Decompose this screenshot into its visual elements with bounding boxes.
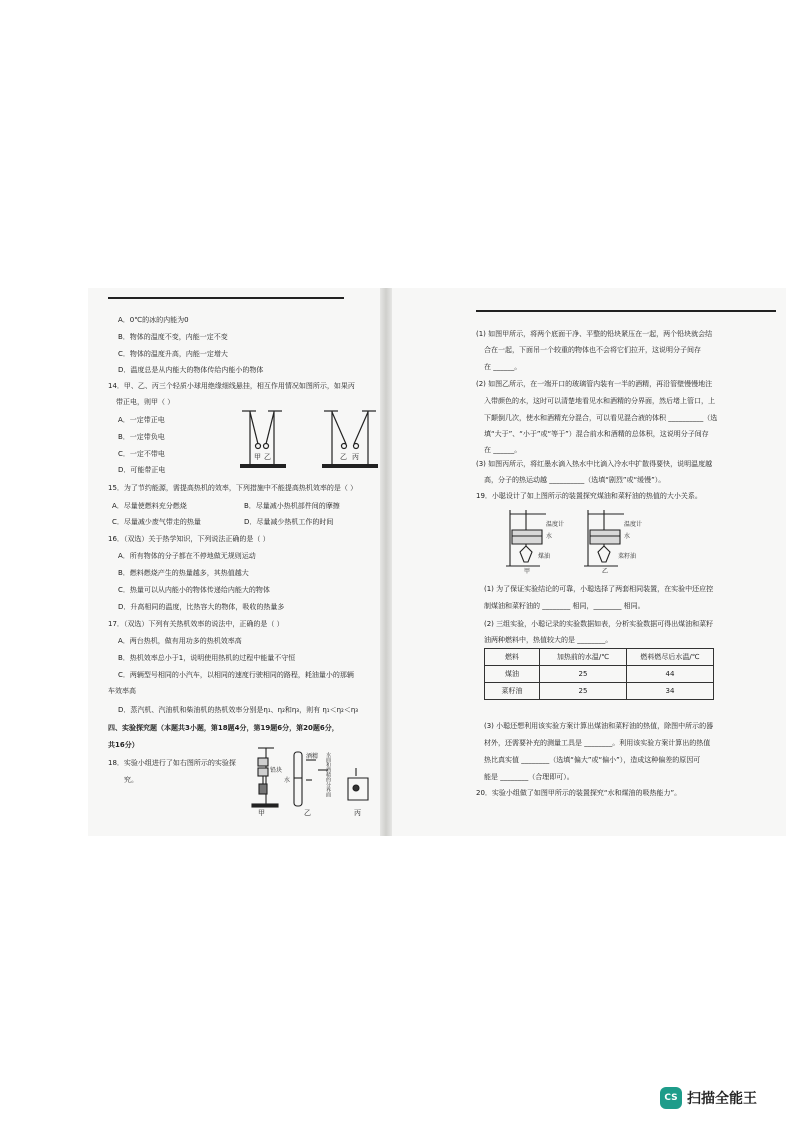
q16-option-c: C．热量可以从内能小的物体传递给内能大的物体 [118, 586, 270, 594]
fig-label-yi-1: 乙 [264, 453, 271, 461]
q19-s1-line-1: (1) 为了保证实验结论的可靠，小聪选择了两套相同装置，在实验中还应控 [484, 585, 714, 593]
q16-option-d: D．升高相同的温度，比热容大的物体，吸收的热量多 [118, 603, 285, 611]
label-alcohol: 酒精 [306, 753, 319, 760]
q14-option-c: C．一定不带电 [118, 450, 165, 458]
table-row [485, 666, 714, 683]
label-kerosene: 煤油 [538, 553, 551, 560]
section-4-heading-2: 共16分） [108, 741, 139, 749]
figure-left-pair [242, 411, 282, 464]
p2-line-4: 填“大于”、“小于”或“等于”）混合前水和酒精的总体积，这说明分子间存 [484, 430, 709, 438]
q17-option-d: D．蒸汽机、汽油机和柴油机的热机效率分别是η₁、η₂和η₃，则有 η₁＜η₂＜η₃ [118, 706, 359, 714]
q13-option-d: D．温度总是从内能大的物体传给内能小的物体 [118, 366, 264, 374]
camscanner-logo-icon: CS [660, 1087, 682, 1109]
q17-option-c-cont: 车效率高 [108, 687, 136, 695]
p2-line-3: 下颠倒几次，使水和酒精充分混合，可以看见混合液的体积 __________（选 [484, 414, 718, 422]
q15-option-a: A．尽量使燃料充分燃烧 [112, 502, 187, 510]
q14-option-b: B．一定带负电 [118, 433, 165, 441]
label-yi: 乙 [602, 568, 609, 574]
q19-stem: 19．小聪设计了如上图所示的装置探究煤油和菜籽油的热值的大小关系。 [476, 492, 702, 500]
fig-label-yi-2: 乙 [340, 453, 347, 461]
q14-stem-2: 带正电，则甲（ ） [116, 398, 175, 406]
left-header-rule [108, 297, 344, 299]
q17-stem: 17．（双选）下列有关热机效率的说法中，正确的是（ ） [108, 620, 284, 628]
figure-base-left [240, 464, 286, 468]
table-row [485, 683, 714, 700]
q15-option-d: D．尽量减少热机工作的时间 [244, 518, 334, 526]
label-bing: 丙 [354, 809, 361, 816]
p3-line-1: (3) 如图丙所示，将红墨水滴入热水中比滴入冷水中扩散得要快，说明温度越 [476, 460, 713, 468]
q13-option-c: C．物体的温度升高，内能一定增大 [118, 350, 228, 358]
q14-option-d: D．可能带正电 [118, 466, 166, 474]
q15-option-c: C．尽量减少废气带走的热量 [112, 518, 201, 526]
q15-stem: 15．为了节约能源，需提高热机的效率，下列措施中不能提高热机效率的是（ ） [108, 484, 358, 492]
table-header: 燃料燃尽后水温/℃ [627, 649, 714, 666]
q15-option-b: B．尽量减小热机部件间的摩擦 [244, 502, 340, 510]
q18-experiment-figure [244, 744, 370, 816]
q16-option-a: A．所有物体的分子都在不停地做无规则运动 [118, 552, 256, 560]
table-cell: 煤油 [485, 666, 540, 683]
table-cell: 25 [540, 683, 627, 700]
label-lead-block: 铅块 [270, 767, 283, 774]
label-water-1: 水 [546, 533, 553, 540]
label-interface: 水面和酒精的分界面 [325, 752, 331, 797]
label-jia: 甲 [524, 568, 531, 574]
q14-option-a: A．一定带正电 [118, 416, 165, 424]
label-thermometer-1: 温度计 [546, 521, 565, 528]
section-4-heading-1: 四、实验探究题（本题共3小题，第18题4分，第19题6分，第20题6分， [108, 724, 339, 732]
q19-s3-line-2: 材外，还需要补充的测量工具是 ________。利用该实验方案计算出的热值 [484, 739, 711, 747]
q14-balls-figure [240, 408, 380, 470]
label-thermometer-2: 温度计 [624, 521, 643, 528]
q18-stem-2: 究。 [124, 776, 138, 784]
p1-line-3: 在 ______。 [484, 363, 522, 371]
label-yi: 乙 [304, 809, 311, 816]
figure-right-pair [324, 411, 376, 464]
table-header: 燃料 [485, 649, 540, 666]
q19-s2-line-1: (2) 三组实验，小聪记录的实验数据如表，分析实验数据可得出煤油和菜籽 [484, 620, 714, 628]
q13-option-b: B．物体的温度不变，内能一定不变 [118, 333, 228, 341]
q16-option-b: B．燃料燃烧产生的热量越多，其热值越大 [118, 569, 249, 577]
q19-s1-line-2: 制煤油和菜籽油的 ________ 相同，________ 相同。 [484, 602, 645, 610]
q17-option-c: C．两辆型号相同的小汽车，以相同的速度行驶相同的路程，耗油量小的那辆 [118, 671, 354, 679]
q14-stem-1: 14．甲、乙、丙三个轻质小球用绝缘细线悬挂，相互作用情况如图所示，如果丙 [108, 382, 355, 390]
fig-label-jia: 甲 [254, 453, 261, 461]
q19-apparatus-figure [500, 506, 670, 574]
p2-line-1: (2) 如图乙所示，在一端开口的玻璃管内装有一半的酒精，再沿管壁慢慢地注 [476, 380, 713, 388]
p2-line-5: 在 ______。 [484, 446, 522, 454]
camscanner-brand-text: 扫描全能王 [687, 1091, 757, 1107]
table-header: 加热前的水温/℃ [540, 649, 627, 666]
label-rapeseed-oil: 菜籽油 [618, 553, 637, 560]
p3-line-2: 高，分子的热运动越 __________（选填“剧烈”或“缓慢”）。 [484, 476, 666, 484]
table-cell: 34 [627, 683, 714, 700]
data-table [484, 648, 714, 700]
fig-label-bing: 丙 [352, 453, 359, 461]
q19-s3-line-1: (3) 小聪还想利用该实验方案计算出煤油和菜籽油的热值，除图中所示的器 [484, 722, 714, 730]
table-cell: 44 [627, 666, 714, 683]
q19-s2-line-2: 油两种燃料中，热值较大的是 ________。 [484, 636, 613, 644]
p2-line-2: 入带颜色的水，这时可以清楚地看见水和酒精的分界面，然后堵上管口，上 [484, 397, 715, 405]
q19-s3-line-4: 能是 ________（合理即可）。 [484, 773, 574, 781]
page-gutter [380, 288, 392, 836]
p1-line-2: 合在一起，下面吊一个较重的物体也不会将它们拉开，这说明分子间存 [484, 346, 701, 354]
q18-stem-1: 18．实验小组进行了如右图所示的实验探 [108, 759, 236, 767]
q13-option-a: A．0℃的冰的内能为0 [118, 316, 189, 324]
q16-stem: 16．（双选）关于热学知识，下列说法正确的是（ ） [108, 535, 270, 543]
label-water: 水 [284, 777, 291, 784]
table-cell: 25 [540, 666, 627, 683]
label-water-2: 水 [624, 533, 631, 540]
label-jia: 甲 [258, 809, 265, 816]
table-header-row [485, 649, 714, 666]
right-header-rule [476, 310, 776, 312]
q19-s3-line-3: 热比真实值 ________（选填“偏大”或“偏小”），造成这种偏差的原因可 [484, 756, 701, 764]
table-cell: 菜籽油 [485, 683, 540, 700]
q20-stem: 20．实验小组做了如图甲所示的装置探究“水和煤油的吸热能力”。 [476, 789, 682, 797]
p1-line-1: (1) 如图甲所示，将两个底面干净、平整的铅块紧压在一起，两个铅块就会结 [476, 330, 713, 338]
q17-option-b: B．热机效率总小于1，说明使用热机的过程中能量不守恒 [118, 654, 296, 662]
figure-base-right [322, 464, 378, 468]
q17-option-a: A．两台热机，做有用功多的热机效率高 [118, 637, 242, 645]
scanner-watermark [660, 1087, 757, 1109]
